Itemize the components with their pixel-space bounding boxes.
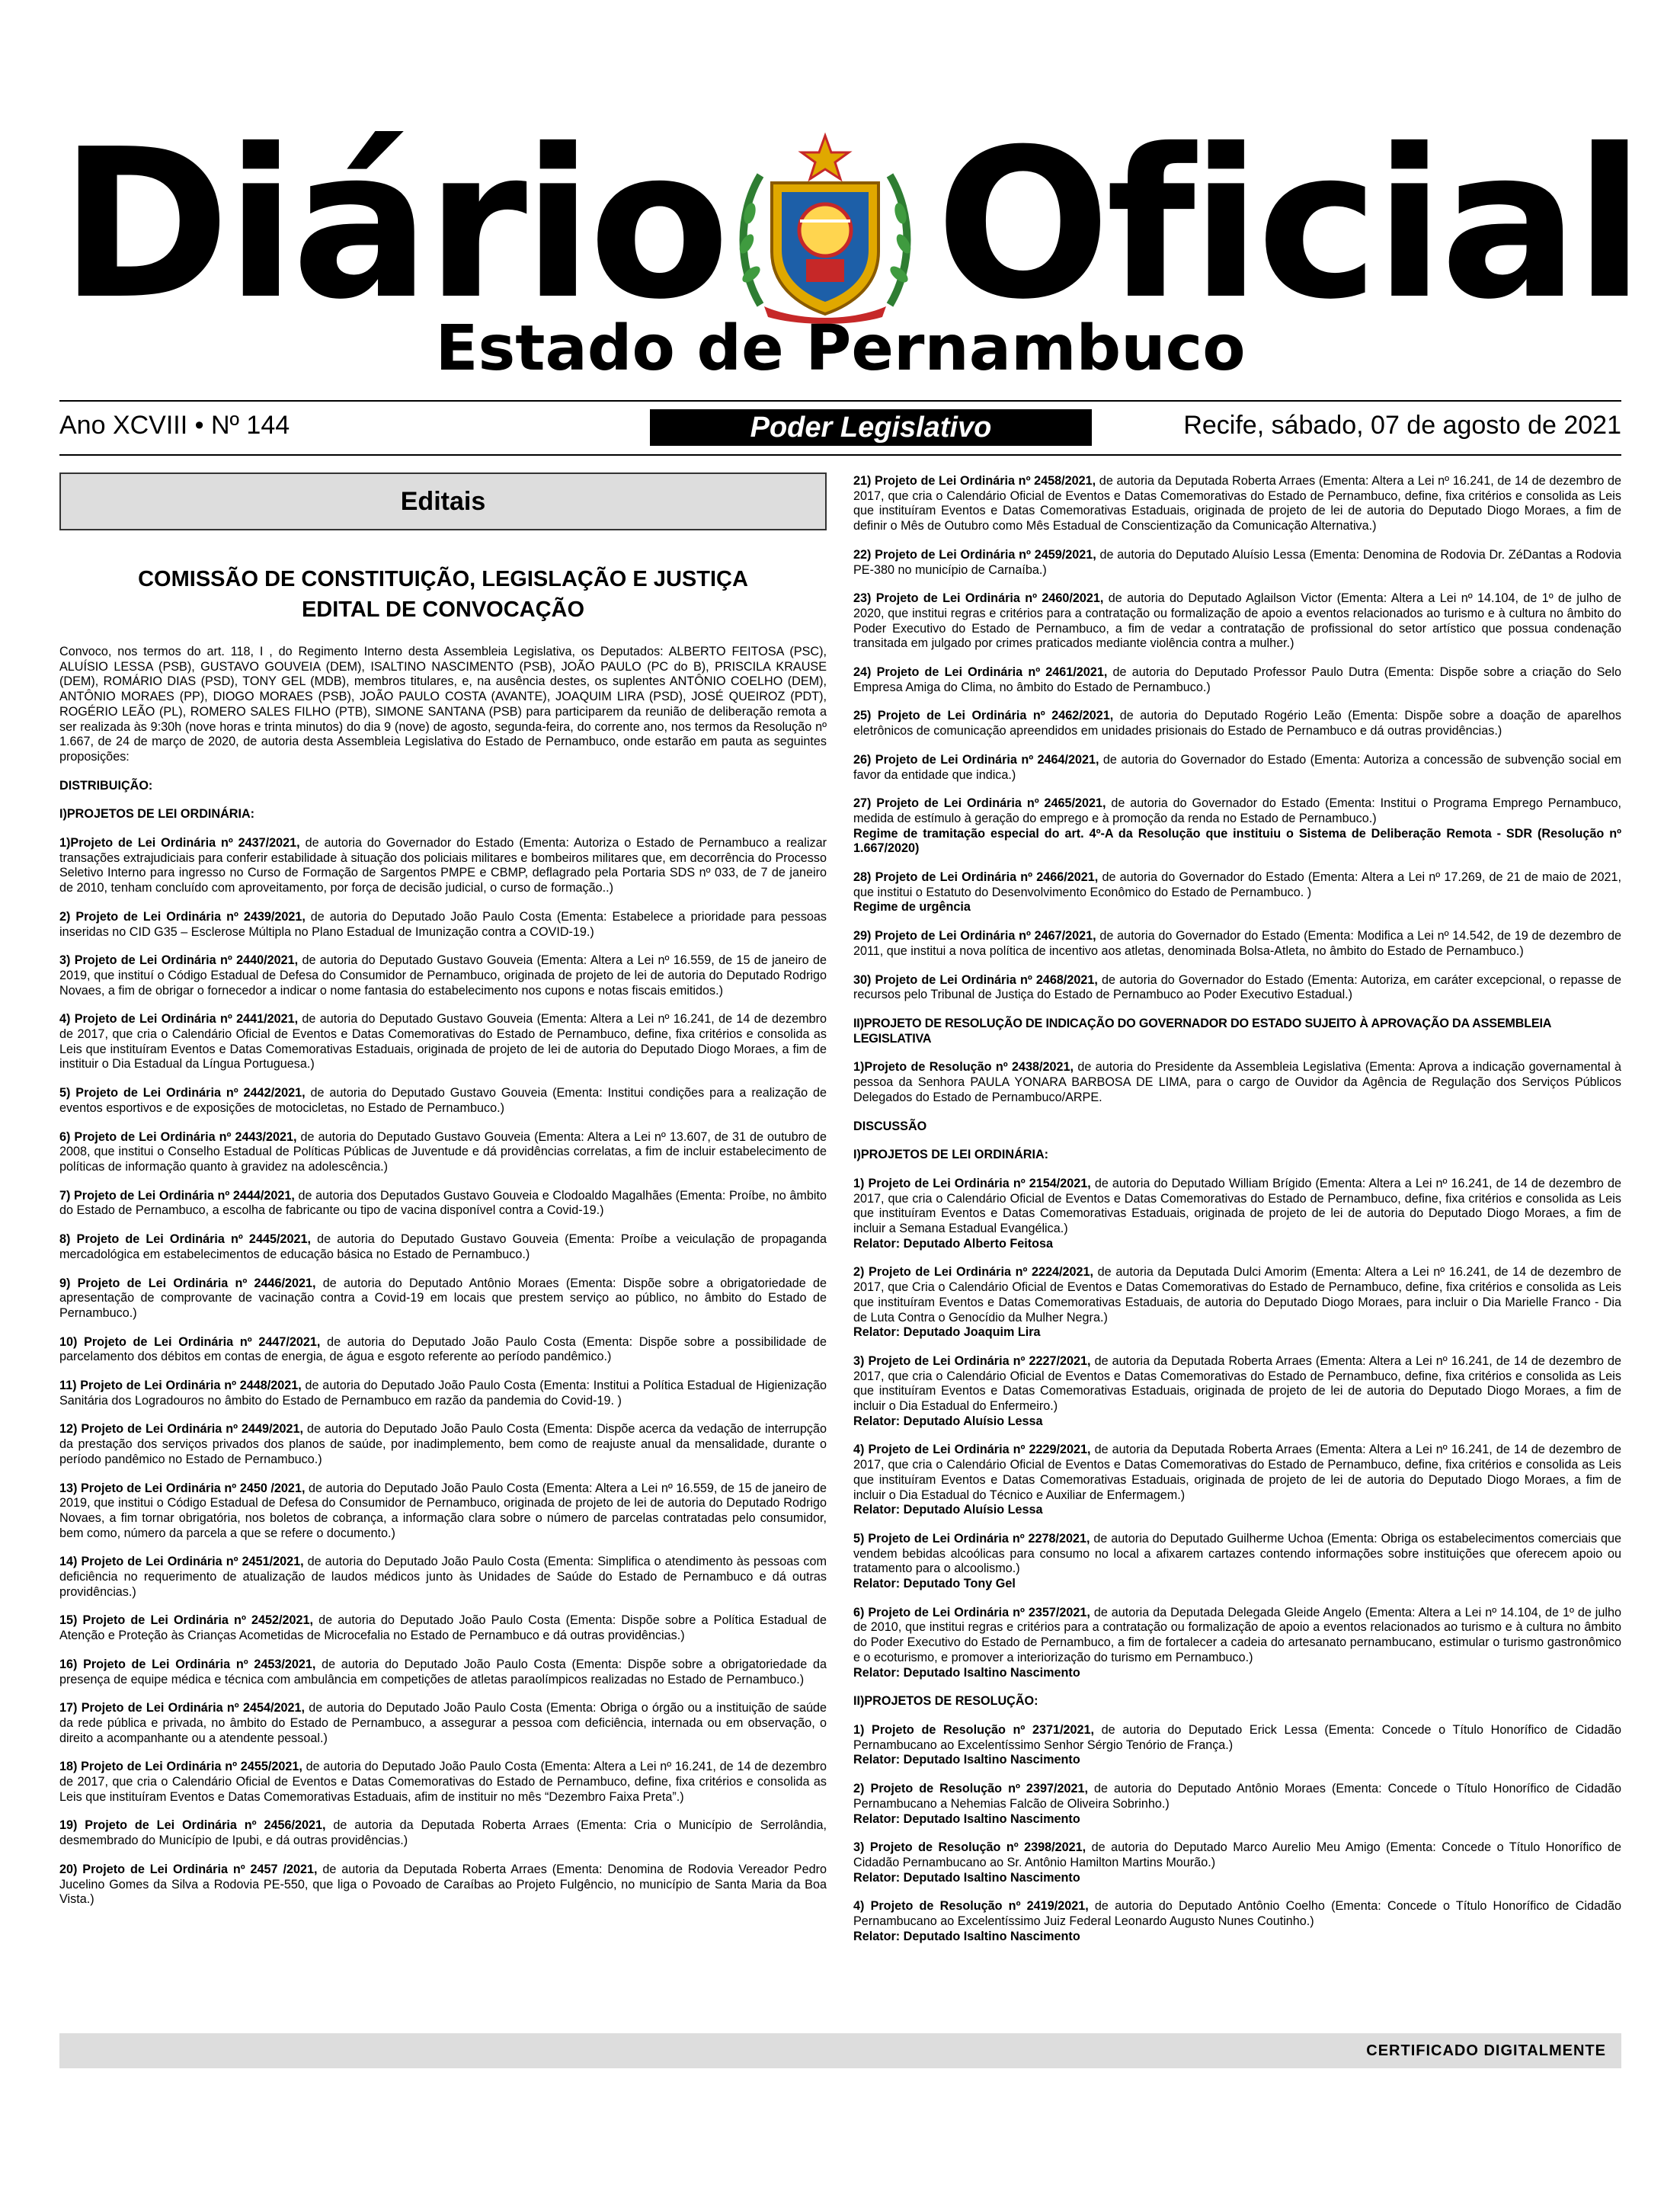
- item-ref: 12) Projeto de Lei Ordinária nº 2449/2021,: [59, 1422, 304, 1437]
- coat-of-arms-icon: [730, 130, 920, 324]
- item-ref: 16) Projeto de Lei Ordinária nº 2453/2021,: [59, 1657, 316, 1671]
- proposition-item: [853, 1532, 1621, 1592]
- item-text: de autoria do Deputado Rogério Leão (Ementa: Dispõe sobre a doação de aparelhos eletrônicos de comunicação apreendidos em unidades prisionais do Estado de Pernambuco e dá outras providências.): [853, 709, 1621, 738]
- item-text: de autoria do Deputado João Paulo Costa (Ementa: Dispõe sobre a possibilidade de parcelamento dos débitos em contas de energia, de água e esgoto referente ao período pandêmico.): [59, 1334, 827, 1364]
- resolucao-indicacao-item: [853, 1060, 1621, 1105]
- item-text: de autoria do Deputado João Paulo Costa (Ementa: Altera a Lei nº 16.559, de 15 de janeiro de 2019, que institui o Código Estadual de Defesa do Consumidor de Pernambuco, originada de projeto de lei de autoria do Deputado Rodrigo Novaes, a fim tornar obrigatória, nos boletos de cobrança, a informação clara sobre o número de parcelas contratadas pelo consumidor, bem como, número da parcela a que se refere o documento.): [59, 1481, 827, 1540]
- discussao-list: [853, 1177, 1621, 1680]
- item-text: de autoria do Deputado Aluísio Lessa (Ementa: Denomina de Rodovia Dr. ZéDantas a Rodovia PE-380 no município de Carnaíba.): [853, 547, 1621, 577]
- item-ref: 3) Projeto de Lei Ordinária nº 2227/2021,: [853, 1353, 1091, 1368]
- item-text: de autoria da Deputada Roberta Arraes (Ementa: Altera a Lei nº 16.241, de 14 de dezembro de 2017, que cria o Calendário Oficial de Eventos e Datas Comemorativas do Estado de Pernambuco, define, fixa critérios e consolida as Leis que instituíram Eventos e Datas Comemorativas Estaduais, originada de projeto de lei de autoria do Deputado Diogo Moraes, a fim de definir o Mês de Outubro como Mês Estadual de Conscientização da Comunicação Alternativa.): [853, 474, 1621, 533]
- item-ref: 2) Projeto de Resolução nº 2397/2021,: [853, 1782, 1088, 1796]
- item-ref: 1)Projeto de Lei Ordinária nº 2437/2021,: [59, 836, 300, 850]
- item-text: de autoria do Deputado João Paulo Costa (Ementa: Dispõe sobre a Política Estadual de Atenção e Proteção às Crianças Acometidas de Microcefalia no Estado de Pernambuco e dá outras providências.): [59, 1613, 827, 1643]
- masthead-subtitle: Estado de Pernambuco: [435, 312, 1246, 385]
- proposition-item: [59, 1379, 827, 1408]
- item-text: de autoria do Deputado Gustavo Gouveia (Ementa: Institui condições para a realização de eventos esportivos e de exposições de motocicletas, no Estado de Pernambuco.): [59, 1086, 827, 1115]
- certified-label: CERTIFICADO DIGITALMENTE: [1366, 2042, 1606, 2059]
- proposition-item: [853, 753, 1621, 783]
- item-ref: 28) Projeto de Lei Ordinária nº 2466/2021,: [853, 870, 1099, 885]
- proposition-item: [853, 1840, 1621, 1885]
- item-text: de autoria do Deputado João Paulo Costa (Ementa: Dispõe acerca da vedação de interrupção da prestação dos serviços privados dos planos de saúde, por inadimplemento, bem como de reajuste anual da mensalidade, durante o período pandêmico no Estado de Pernambuco.): [59, 1422, 827, 1466]
- item-ref: 20) Projeto de Lei Ordinária nº 2457 /2021,: [59, 1862, 318, 1876]
- item-text: de autoria da Deputada Roberta Arraes (Ementa: Cria o Município de Serrolândia, desmembrado do Município de Ipubi, e dá outras providências.): [59, 1818, 827, 1848]
- item-ref: 23) Projeto de Lei Ordinária nº 2460/2021,: [853, 591, 1104, 606]
- item-ref: 1) Projeto de Resolução nº 2371/2021,: [853, 1723, 1094, 1737]
- item-text: de autoria do Governador do Estado (Ementa: Modifica a Lei nº 14.542, de 19 de dezembro de 2011, que institui a nova política de incentivo aos atletas, denominada Bolsa-Atleta, no âmbito do Estado de Pernambuco.): [853, 929, 1621, 958]
- proposition-item: [59, 1086, 827, 1116]
- edital-heading-line-2: EDITAL DE CONVOCAÇÃO: [301, 597, 585, 622]
- proposition-item: [853, 929, 1621, 959]
- distribuicao-list-left: [59, 836, 827, 1908]
- relator-label: Relator: Deputado Isaltino Nascimento: [853, 1870, 1080, 1885]
- edition-number: Ano XCVIII • Nº 144: [59, 411, 290, 440]
- relator-label: Relator: Deputado Isaltino Nascimento: [853, 1665, 1080, 1680]
- item-ref: 25) Projeto de Lei Ordinária nº 2462/2021,: [853, 709, 1114, 723]
- item-ref: 24) Projeto de Lei Ordinária nº 2461/2021,: [853, 665, 1108, 680]
- proposition-item: [59, 1422, 827, 1467]
- item-text: de autoria do Deputado João Paulo Costa (Ementa: Institui a Política Estadual de Higienização Sanitária dos Logradouros no âmbito do Estado de Pernambuco em razão da pandemia do Covid-19. ): [59, 1379, 827, 1408]
- masthead-title-right: Oficial: [936, 104, 1640, 344]
- item-ref: 22) Projeto de Lei Ordinária nº 2459/2021,: [853, 547, 1096, 562]
- proposition-item: [853, 665, 1621, 695]
- item-ref: 8) Projeto de Lei Ordinária nº 2445/2021,: [59, 1232, 311, 1247]
- proposition-item: [59, 1613, 827, 1643]
- proposition-item: [59, 1760, 827, 1805]
- item-ref: 1)Projeto de Resolução nº 2438/2021,: [853, 1060, 1074, 1075]
- item-ref: 18) Projeto de Lei Ordinária nº 2455/2021,: [59, 1760, 302, 1774]
- item-ref: 15) Projeto de Lei Ordinária nº 2452/2021,: [59, 1613, 314, 1628]
- proposition-item: [59, 953, 827, 998]
- item-text: de autoria do Deputado Antônio Coelho (Ementa: Concede o Título Honorífico de Cidadão Pernambucano ao Excelentíssimo Juiz Federal Leonardo Augusto Nunes Coutinho.): [853, 1899, 1621, 1929]
- proposition-item: [59, 1232, 827, 1262]
- item-ref: 29) Projeto de Lei Ordinária nº 2467/2021,: [853, 929, 1096, 943]
- item-ref: 14) Projeto de Lei Ordinária nº 2451/2021,: [59, 1555, 304, 1569]
- item-ref: 19) Projeto de Lei Ordinária nº 2456/2021,: [59, 1818, 326, 1833]
- item-text: de autoria da Deputada Roberta Arraes (Ementa: Altera a Lei nº 16.241, de 14 de dezembro de 2017, que cria o Calendário Oficial de Eventos e Datas Comemorativas do Estado de Pernambuco, define, fixa critérios e consolida as Leis que instituíram Eventos e Datas Comemorativas Estaduais, originada de projeto de lei de autoria do Deputado Diogo Moraes, a fim de incluir o Dia Estadual do Técnico e Auxiliar de Enfermagem.): [853, 1443, 1622, 1502]
- proposition-item: [59, 1276, 827, 1321]
- header-bottom-rule: [59, 454, 1621, 456]
- proposition-item: [59, 1555, 827, 1600]
- proposition-item: [59, 1658, 827, 1687]
- proposition-item: [853, 1782, 1621, 1827]
- edital-heading: [59, 564, 827, 625]
- masthead-title-left: Diário: [59, 104, 726, 344]
- proposition-item: [853, 1265, 1621, 1341]
- masthead: [59, 104, 1640, 442]
- proposition-item: [59, 1189, 827, 1219]
- item-ref: 27) Projeto de Lei Ordinária nº 2465/2021,: [853, 796, 1106, 811]
- item-ref: 2) Projeto de Lei Ordinária nº 2439/2021,: [59, 909, 306, 924]
- proposition-item: [853, 548, 1621, 578]
- relator-label: Relator: Deputado Aluísio Lessa: [853, 1414, 1043, 1428]
- projetos-lei-label: I)PROJETOS DE LEI ORDINÁRIA:: [59, 807, 255, 822]
- item-text: de autoria da Deputada Delegada Gleide Angelo (Ementa: Altera a Lei nº 14.104, de 1º de julho de 2010, que institui regras e critérios para a contratação ou formalização de apoio a eventos relacionados ao turismo e à cultura no âmbito do Poder Executivo do Estado de Pernambuco, a fim de fortalecer a cadeia do artesanato pernambucano, estimular o turismo gastronômico e o ecoturismo, e promover a interiorização do turismo em Pernambuco.): [853, 1605, 1621, 1664]
- item-ref: 1) Projeto de Lei Ordinária nº 2154/2021,: [853, 1176, 1091, 1190]
- item-text: de autoria do Governador do Estado (Ementa: Autoriza o Estado de Pernambuco a realizar transações extrajudiciais para conferir estabilidade à situação dos policiais militares e bombeiros militares que, em decorrência do Processo Seletivo Interno para ingresso no Curso de Formação de Sargentos PMPE e CBMP, deflagrado pela Portaria SDS nº 033, de 7 de janeiro de 2010, tenham concluído com aproveitamento, por força de decisão judicial, o curso de formação..): [59, 836, 827, 895]
- discussao-resolucao-label: II)PROJETOS DE RESOLUÇÃO:: [853, 1694, 1038, 1709]
- item-text: de autoria do Deputado João Paulo Costa (Ementa: Obriga o órgão ou a instituição de saúde da rede pública e privada, no âmbito do Estado de Pernambuco, a assegurar a pessoa com deficiência, internada ou em observação, o direito a acompanhante ou a atendente pessoal.): [59, 1701, 827, 1745]
- distribuicao-list-right: [853, 474, 1621, 1003]
- item-ref: 9) Projeto de Lei Ordinária nº 2446/2021,: [59, 1276, 316, 1290]
- item-text: de autoria do Presidente da Assembleia Legislativa (Ementa: Aprova a indicação governamental à pessoa da Senhora PAULA YONARA BARBOSA DE LIMA, para o cargo de Ouvidor da Agência de Regulação dos Serviços Públicos Delegados do Estado de Pernambuco/ARPE.: [853, 1060, 1622, 1104]
- proposition-item: [59, 910, 827, 940]
- item-ref: 11) Projeto de Lei Ordinária nº 2448/2021,: [59, 1379, 302, 1393]
- relator-label: Relator: Deputado Aluísio Lessa: [853, 1503, 1043, 1517]
- discussao-projetos-label: I)PROJETOS DE LEI ORDINÁRIA:: [853, 1148, 1049, 1162]
- regime-note: Regime de urgência: [853, 900, 971, 915]
- proposition-item: [853, 709, 1621, 738]
- item-text: de autoria do Deputado Marco Aurelio Meu Amigo (Ementa: Concede o Título Honorífico de Cidadão Pernambucano ao Sr. Antônio Hamilton Martins Mourão.): [853, 1840, 1621, 1869]
- item-text: de autoria do Deputado Gustavo Gouveia (Ementa: Altera a Lei nº 16.241, de 14 de dezembro de 2017, que cria o Calendário Oficial de Eventos e Datas Comemorativas do Estado de Pernambuco, define, fixa critérios e consolida as Leis que instituíram Eventos e Datas Comemorativas Estaduais, originada de projeto de lei de autoria do Deputado Diogo Moraes, a fim de instituir o Dia Estadual da Língua Portuguesa.): [59, 1012, 827, 1071]
- item-text: de autoria do Deputado João Paulo Costa (Ementa: Estabelece a prioridade para pessoas inseridas no CID G35 – Esclerose Múltipla no Plano Estadual de Imunização contra a COVID-19.): [59, 909, 827, 939]
- relator-label: Relator: Deputado Tony Gel: [853, 1577, 1016, 1591]
- proposition-item: [853, 870, 1621, 915]
- item-text: de autoria do Deputado João Paulo Costa (Ementa: Simplifica o atendimento às pessoas com deficiência no requerimento de atualização de laudos médicos junto às Unidades de Saúde do Estado de Pernambuco e dá outras providências.): [59, 1555, 827, 1599]
- proposition-item: [59, 1130, 827, 1175]
- relator-label: Relator: Deputado Isaltino Nascimento: [853, 1929, 1080, 1943]
- item-text: de autoria do Governador do Estado (Ementa: Institui o Programa Emprego Pernambuco, medida de estímulo à geração do emprego e à promoção da renda no Estado de Pernambuco.): [853, 796, 1621, 825]
- item-text: de autoria do Deputado William Brígido (Ementa: Altera a Lei nº 16.241, de 14 de dezembro de 2017, que cria o Calendário Oficial de Eventos e Datas Comemorativas do Estado de Pernambuco, define, fixa critérios e consolida as Leis que instituíram Eventos e Datas Comemorativas Estaduais, originada de projeto de lei de autoria do Deputado Diogo Moraes, a fim de incluir a Semana Estadual Evangélica.): [853, 1176, 1621, 1236]
- item-text: de autoria do Deputado Erick Lessa (Ementa: Concede o Título Honorífico de Cidadão Pernambucano ao Excelentíssimo Senhor Sérgio Tenório de França.): [853, 1723, 1622, 1752]
- right-column: [853, 474, 1621, 1958]
- item-text: de autoria do Deputado Guilherme Uchoa (Ementa: Obriga os estabelecimentos comerciais que vendem bebidas alcoólicas para consumo no local a afixarem cartazes contendo informações sobre instituições que oferecem apoio ou tratamento para o alcoolismo.): [853, 1531, 1622, 1576]
- proposition-item: [59, 1863, 827, 1908]
- relator-label: Relator: Deputado Joaquim Lira: [853, 1325, 1041, 1340]
- edition-bar: [59, 408, 1621, 452]
- proposition-item: [59, 1335, 827, 1365]
- regime-note: Regime de tramitação especial do art. 4º-A da Resolução que instituiu o Sistema de Deliberação Remota - SDR (Resolução nº 1.667/2020): [853, 826, 1621, 856]
- item-text: de autoria do Deputado Professor Paulo Dutra (Ementa: Dispõe sobre a criação do Selo Empresa Amiga do Clima, no âmbito do Estado de Pernambuco.): [853, 665, 1621, 694]
- item-ref: 4) Projeto de Lei Ordinária nº 2441/2021,: [59, 1012, 299, 1027]
- item-text: de autoria do Deputado Gustavo Gouveia (Ementa: Altera a Lei nº 16.559, de 15 de janeiro de 2019, que instituí o Código Estadual de Defesa do Consumidor de Pernambuco, originada de projeto de lei de autoria do Deputado Rodrigo Novaes, a fim de obrigar o fornecedor a indicar o nome fantasia do estabelecimento nos cupons e notas fiscais emitidos.): [59, 953, 827, 998]
- item-text: de autoria do Deputado Antônio Moraes (Ementa: Concede o Título Honorífico de Cidadão Pernambucano a Nehemias Falcão de Oliveira Sobrinho.): [853, 1782, 1621, 1811]
- item-ref: 4) Projeto de Lei Ordinária nº 2229/2021,: [853, 1443, 1091, 1457]
- proposition-item: [853, 474, 1621, 534]
- proposition-item: [853, 591, 1621, 652]
- proposition-item: [853, 1177, 1621, 1252]
- resolucao-indicacao-label: II)PROJETO DE RESOLUÇÃO DE INDICAÇÃO DO GOVERNADOR DO ESTADO SUJEITO À APROVAÇÃO DA ASSEMBLEIA LEGISLATIVA: [853, 1016, 1551, 1046]
- item-ref: 6) Projeto de Lei Ordinária nº 2443/2021,: [59, 1129, 297, 1144]
- item-text: de autoria dos Deputados Gustavo Gouveia e Clodoaldo Magalhães (Ementa: Proíbe, no âmbito do Estado de Pernambuco, a escolha de fabricante ou tipo de vacina disponível contra a Covid-19.): [59, 1188, 827, 1218]
- edition-date: Recife, sábado, 07 de agosto de 2021: [1183, 411, 1621, 440]
- section-badge: Poder Legislativo: [650, 409, 1092, 446]
- left-column: [59, 472, 827, 1921]
- item-text: de autoria da Deputada Roberta Arraes (Ementa: Altera a Lei nº 16.241, de 14 de dezembro de 2017, que cria o Calendário Oficial de Eventos e Datas Comemorativas do Estado de Pernambuco, define, fixa critérios e consolida as Leis que instituíram Eventos e Datas Comemorativas Estaduais, originada de projeto de lei de autoria do Deputado Diogo Moraes, a fim de incluir o Dia Estadual do Enfermeiro.): [853, 1353, 1622, 1414]
- item-ref: 13) Projeto de Lei Ordinária nº 2450 /2021,: [59, 1481, 306, 1495]
- discussao-resolucao-list: [853, 1723, 1621, 1944]
- proposition-item: [853, 1606, 1621, 1681]
- item-text: de autoria do Deputado Aglailson Victor (Ementa: Altera a Lei nº 14.104, de 1º de julho de 2020, que institui regras e critérios para a contratação ou formalização de apoio a eventos relacionados ao turismo e à cultura no âmbito do Poder Executivo do Estado de Pernambuco, a fim de vedar a contratação de profissional do setor artístico que possua condenação transitada em julgado por crimes praticados mediante violência contra a mulher.): [853, 591, 1621, 651]
- header-top-rule: [59, 400, 1621, 402]
- edital-intro: Convoco, nos termos do art. 118, I , do Regimento Interno desta Assembleia Legislativa, os Deputados: ALBERTO FEITOSA (PSC), ALUÍSIO LESSA (PSB), GUSTAVO GOUVEIA (DEM), ISALTINO NASCIMENTO (PSB), JOÃO PAULO (PC do B), PRISCILA KRAUSE (DEM), ROMÁRIO DIAS (PSD), TONY GEL (MDB), membros titulares, e, na ausência destes, os suplentes ANTÔNIO COELHO (DEM), ANTÔNIO MORAES (PP), DIOGO MORAES (PSB), JOÃO PAULO COSTA (AVANTE), JOAQUIM LIRA (PSD), JOSÉ QUEIROZ (PDT), ROGÉRIO LEÃO (PL), ROMERO SALES FILHO (PTB), SIMONE SANTANA (PSB) para participarem da reunião de deliberação remota a ser realizada às 9:30h (nove horas e trinta minutos) do dia 9 (nove) de agosto, segunda-feira, do corrente ano, nos termos da Resolução nº 1.667, de 24 de março de 2020, de autoria desta Assembleia Legislativa do Estado de Pernambuco, onde estarão em pauta as seguintes proposições:: [59, 645, 827, 764]
- proposition-item: [59, 1701, 827, 1746]
- item-text: de autoria do Governador do Estado (Ementa: Altera a Lei nº 17.269, de 21 de maio de 2021, que institui o Estatuto do Desenvolvimento Econômico do Estado de Pernambuco. ): [853, 870, 1621, 899]
- item-text: de autoria do Governador do Estado (Ementa: Autoriza, em caráter excepcional, o repasse de recursos pelo Tribunal de Justiça do Estado de Pernambuco ao Poder Executivo Estadual.): [853, 972, 1621, 1002]
- proposition-item: [853, 796, 1621, 857]
- item-ref: 30) Projeto de Lei Ordinária nº 2468/2021,: [853, 972, 1098, 987]
- relator-label: Relator: Deputado Isaltino Nascimento: [853, 1753, 1080, 1767]
- item-text: de autoria do Governador do Estado (Ementa: Autoriza a concessão de subvenção social em favor da entidade que indica.): [853, 752, 1621, 782]
- proposition-item: [59, 1012, 827, 1072]
- item-text: de autoria do Deputado Antônio Moraes (Ementa: Dispõe sobre a obrigatoriedade de apresentação de comprovante de vacinação contra a Covid-19 em locais que prestem serviço ao público, no âmbito do Estado de Pernambuco.): [59, 1276, 827, 1320]
- relator-label: Relator: Deputado Isaltino Nascimento: [853, 1811, 1080, 1826]
- item-ref: 7) Projeto de Lei Ordinária nº 2444/2021,: [59, 1188, 295, 1203]
- proposition-item: [59, 1818, 827, 1848]
- item-ref: 21) Projeto de Lei Ordinária nº 2458/2021,: [853, 474, 1096, 488]
- distribuicao-label: DISTRIBUIÇÃO:: [59, 778, 153, 793]
- edital-heading-line-1: COMISSÃO DE CONSTITUIÇÃO, LEGISLAÇÃO E JUSTIÇA: [138, 567, 748, 591]
- item-text: de autoria do Deputado João Paulo Costa (Ementa: Dispõe sobre a obrigatoriedade da presença de equipe médica e técnica com ambulância em competições de atletas paraolímpicos realizadas no Estado de Pernambuco.): [59, 1657, 827, 1686]
- item-ref: 5) Projeto de Lei Ordinária nº 2278/2021,: [853, 1531, 1090, 1546]
- proposition-item: [59, 836, 827, 896]
- item-text: de autoria do Deputado João Paulo Costa (Ementa: Altera a Lei nº 16.241, de 14 de dezembro de 2017, que cria o Calendário Oficial de Eventos e Datas Comemorativas do Estado de Pernambuco, define, fixa critérios e consolida as Leis que instituíram Eventos e Datas Comemorativas Estaduais, afim de instituir no mês “Dezembro Faixa Preta”.): [59, 1760, 827, 1804]
- item-ref: 4) Projeto de Resolução nº 2419/2021,: [853, 1899, 1089, 1914]
- proposition-item: [853, 1354, 1621, 1430]
- item-ref: 26) Projeto de Lei Ordinária nº 2464/2021,: [853, 752, 1099, 767]
- item-ref: 3) Projeto de Resolução nº 2398/2021,: [853, 1840, 1086, 1855]
- proposition-item: [853, 1443, 1621, 1518]
- discussao-label: DISCUSSÃO: [853, 1119, 927, 1133]
- item-ref: 3) Projeto de Lei Ordinária nº 2440/2021,: [59, 953, 299, 968]
- item-text: de autoria da Deputada Dulci Amorim (Ementa: Altera a Lei nº 16.241, de 14 de dezembro de 2017, que Cria o Calendário Oficial de Eventos e Datas Comemorativas do Estado de Pernambuco, define, fixa critérios e consolida as Leis que instituíram Eventos e Datas Comemorativas Estaduais, de autoria do Deputado Diogo Moraes, para incluir o Dia Marielle Franco - Dia de Luta Contra o Genocídio da Mulher Negra.): [853, 1265, 1622, 1325]
- section-title-box: Editais: [59, 472, 827, 530]
- relator-label: Relator: Deputado Alberto Feitosa: [853, 1236, 1054, 1251]
- footer-bar: [59, 2033, 1621, 2068]
- item-ref: 6) Projeto de Lei Ordinária nº 2357/2021,: [853, 1605, 1090, 1619]
- proposition-item: [853, 973, 1621, 1003]
- item-text: de autoria do Deputado Gustavo Gouveia (Ementa: Proíbe a veiculação de propaganda mercadológica em estabelecimentos de educação básica no Estado de Pernambuco.): [59, 1232, 827, 1261]
- proposition-item: [59, 1481, 827, 1542]
- proposition-item: [853, 1899, 1621, 1944]
- item-text: de autoria da Deputada Roberta Arraes (Ementa: Denomina de Rodovia Vereador Pedro Jucelino Gomes da Silva a Rodovia PE-550, que liga o Povoado de Caraíbas ao Projeto Fulgêncio, no município de Santa Maria da Boa Vista.): [59, 1862, 827, 1907]
- item-ref: 5) Projeto de Lei Ordinária nº 2442/2021,: [59, 1086, 306, 1100]
- item-text: de autoria do Deputado Gustavo Gouveia (Ementa: Altera a Lei nº 13.607, de 31 de outubro de 2008, que institui o Conselho Estadual de Políticas Públicas de Juventude e dá providências correlatas, a fim de incluir estabelecimento de políticas de informação quanto à gravidez na adolescência.): [59, 1129, 827, 1174]
- item-ref: 10) Projeto de Lei Ordinária nº 2447/2021,: [59, 1334, 321, 1349]
- item-ref: 2) Projeto de Lei Ordinária nº 2224/2021,: [853, 1265, 1094, 1280]
- proposition-item: [853, 1723, 1621, 1768]
- item-ref: 17) Projeto de Lei Ordinária nº 2454/2021,: [59, 1701, 305, 1715]
